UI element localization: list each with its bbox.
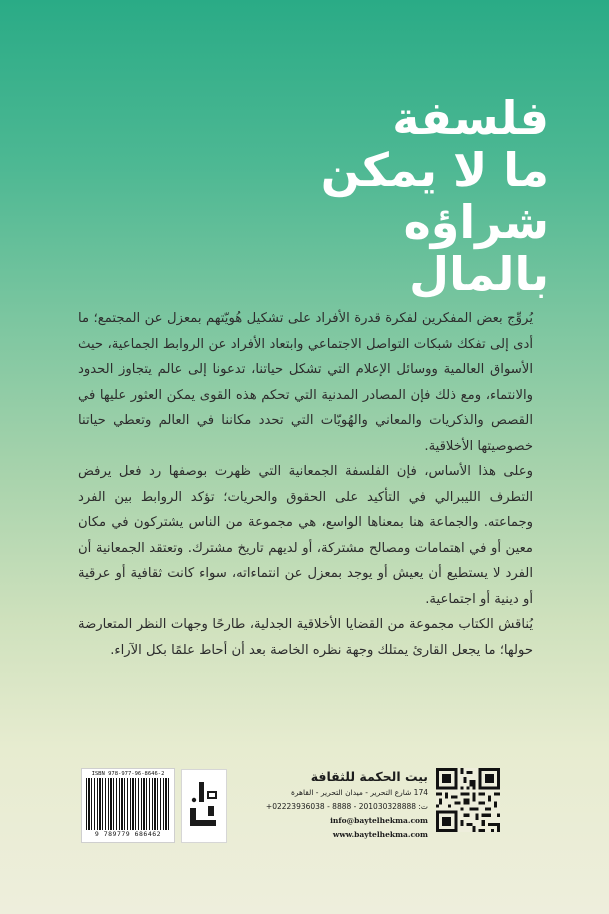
publisher-name: بيت الحكمة للثقافة: [310, 769, 428, 784]
isbn-label: ISBN 978-977-96-8646-2: [91, 771, 165, 777]
title-line-2: ما لا يمكن: [320, 143, 549, 197]
isbn-digits: 9 789779 686462: [94, 830, 162, 838]
title-line-4: بالمال: [409, 247, 549, 301]
publisher-phone: ت: 0222393603‭8‬ - 8888 - 201030328888+: [265, 802, 428, 811]
blurb: [78, 306, 533, 663]
blurb-paragraph-3: يُناقش الكتاب مجموعة من القضايا الأخلاقية الجدلية، طارحًا وجهات النظر المتعارضة حولها؛ ما يجعل القارئ يمتلك وجهة نظره الخاصة بعد أن أحاط علمًا بكل الآراء.: [78, 617, 533, 658]
title-line-3: شراؤه: [403, 195, 549, 249]
blurb-paragraph-1: يُروِّج بعض المفكرين لفكرة قدرة الأفراد على تشكيل هُويّتهم بمعزل عن المجتمع؛ ما أدى إلى تفكك شبكات التواصل الاجتماعي وابتعاد الأفراد عن الروابط الجماعية، حيث الأسواق العالمية ووسائل الإعلام التي تشكل حياتنا، تدعونا إلى عالم يتجاوز الحدود والانتماء، ومع ذلك فإن المصادر المدنية التي تحكم هذه القوى يمكن العثور عليها في القصص والذكريات والمعاني والهُويّات التي تحدد مكاننا في العالم وتعطي حياتنا خصوصيتها الأخلاقية.: [78, 311, 533, 454]
logo-mark-icon: [182, 770, 226, 842]
barcode-bars: [86, 778, 170, 830]
publisher-website[interactable]: www.baytelhekma.com: [332, 830, 428, 839]
isbn-barcode: [81, 768, 175, 843]
book-title: [249, 92, 549, 300]
publisher-info: [265, 768, 428, 842]
title-line-1: فلسفة: [392, 91, 549, 145]
publisher-logo: [181, 769, 227, 843]
publisher-address: 174 شارع التحرير - ميدان التحرير - القاهرة: [290, 788, 428, 797]
publisher-email[interactable]: info@baytelhekma.com: [330, 816, 428, 825]
blurb-paragraph-2: وعلى هذا الأساس، فإن الفلسفة الجمعانية التي ظهرت بوصفها رد فعل يرفض التطرف الليبرالي في التأكيد على الحقوق والحريات؛ تؤكد الروابط بين الفرد وجماعته. والجماعة هنا بمعناها الواسع، هي مجموعة من الناس يشتركون في مكان معين أو في اهتمامات ومصالح مشتركة، أو لديهم تاريخ مشترك. وتعتقد الجمعانية أن الفرد لا يستطيع أن يعيش أو يوجد بمعزل عن انتماءاته، سواء كانت ثقافية أو عرقية أو دينية أو اجتماعية.: [78, 464, 533, 607]
qr-code-icon[interactable]: [436, 768, 500, 832]
